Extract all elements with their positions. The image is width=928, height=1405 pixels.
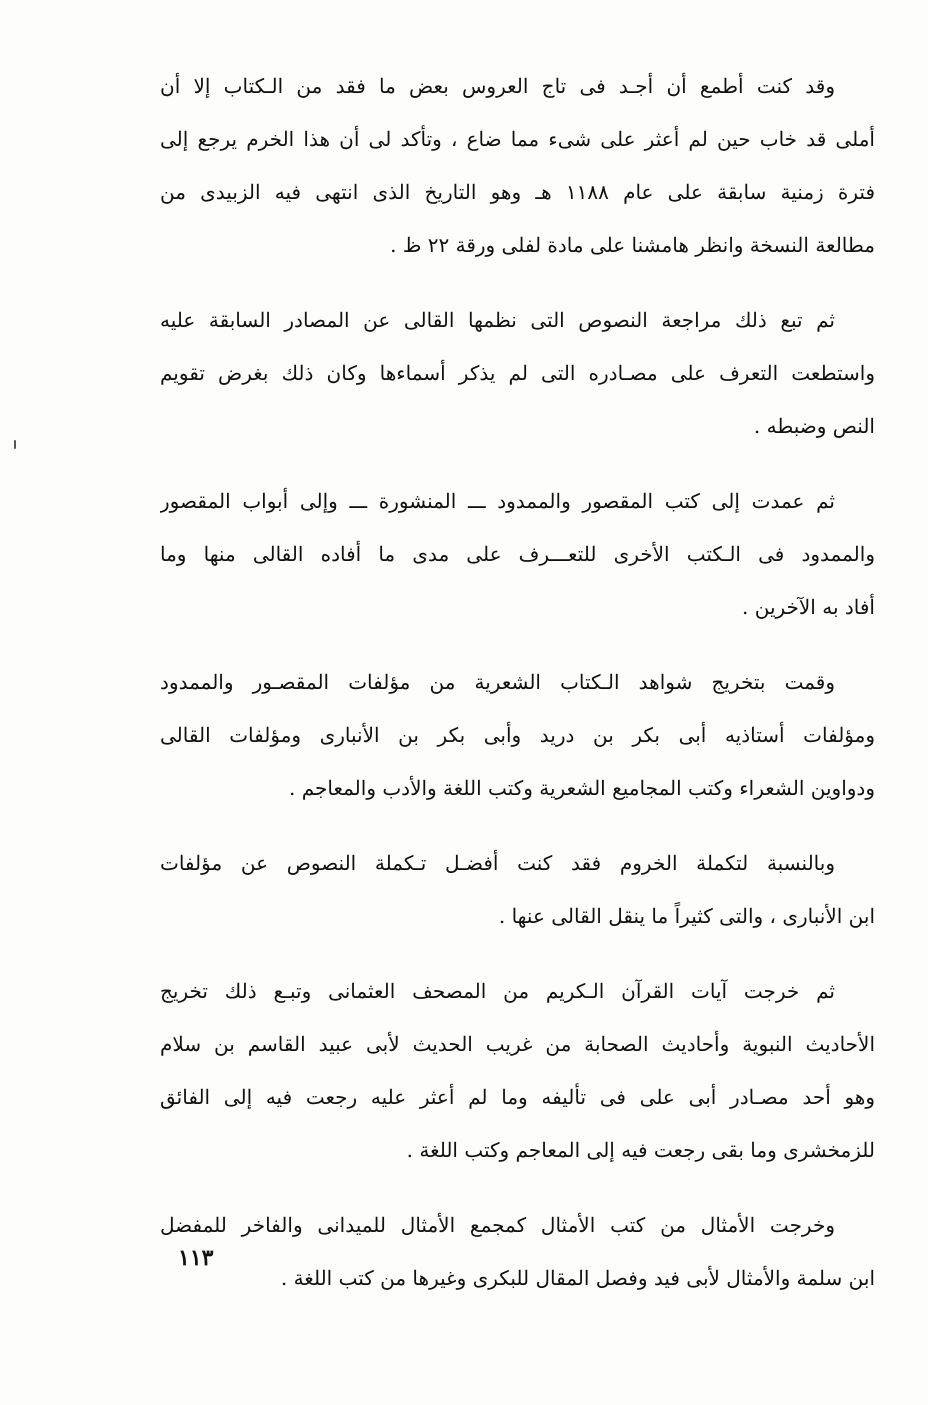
text-line: للزمخشرى وما بقى رجعت فيه إلى المعاجم وكتب اللغة .: [406, 1138, 875, 1162]
text-line: وقد كنت أطمع أن أجـد فى تاج العروس بعض ما فقد من الـكتاب إلا أن: [160, 74, 835, 98]
text-line: ومؤلفات أستاذيه أبى بكر بن دريد وأبى بكر بن الأنبارى ومؤلفات القالى: [160, 723, 875, 747]
text-line: وقمت بتخريج شواهد الـكتاب الشعرية من مؤلفات المقصـور والممدود: [160, 670, 835, 694]
paragraph: [160, 837, 875, 943]
text-line: وخرجت الأمثال من كتب الأمثال كمجمع الأمثال للميدانى والفاخر للمفضل: [160, 1213, 835, 1237]
text-line: مطالعة النسخة وانظر هامشنا على مادة لفلى ورقة ٢٢ ظ .: [390, 233, 875, 257]
text-line: ثم عمدت إلى كتب المقصور والممدود ـــ المنشورة ـــ وإلى أبواب المقصور: [160, 489, 835, 513]
text-line: ثم تبع ذلك مراجعة النصوص التى نظمها القالى عن المصادر السابقة عليه: [160, 308, 835, 332]
paragraph: [160, 965, 875, 1177]
paragraph: [160, 475, 875, 634]
paragraph: [160, 656, 875, 815]
text-line: أفاد به الآخرين .: [742, 595, 875, 619]
text-line: ابن سلمة والأمثال لأبى فيد وفصل المقال للبكرى وغيرها من كتب اللغة .: [280, 1266, 875, 1290]
text-line: ودواوين الشعراء وكتب المجاميع الشعرية وكتب اللغة والأدب والمعاجم .: [288, 776, 875, 800]
text-line: أملى قد خاب حين لم أعثر على شىء مما ضاع ، وتأكد لى أن هذا الخرم يرجع إلى: [160, 127, 875, 151]
paragraph: [160, 294, 875, 453]
body-text: [160, 60, 875, 1327]
text-line: والممدود فى الـكتب الأخرى للتعـــرف على مدى ما أفاده القالى منها وما: [160, 542, 875, 566]
text-line: ابن الأنبارى ، والتى كثيراً ما ينقل القالى عنها .: [498, 904, 875, 928]
text-line: واستطعت التعرف على مصـادره التى لم يذكر أسماءها وكان ذلك بغرض تقويم: [160, 361, 875, 385]
text-line: وهو أحد مصـادر أبى على فى تأليفه وما لم أعثر عليه رجعت فيه إلى الفائق: [160, 1085, 875, 1109]
page-number: ١١٣: [178, 1245, 214, 1271]
paragraph: [160, 1199, 875, 1305]
text-line: فترة زمنية سابقة على عام ١١٨٨ هـ وهو التاريخ الذى انتهى فيه الزبيدى من: [160, 180, 875, 204]
text-line: وبالنسبة لتكملة الخروم فقد كنت أفضـل تـكملة النصوص عن مؤلفات: [160, 851, 835, 875]
text-line: ثم خرجت آيات القرآن الـكريم من المصحف العثمانى وتبـع ذلك تخريج: [160, 979, 835, 1003]
text-line: النص وضبطه .: [753, 414, 875, 438]
text-line: الأحاديث النبوية وأحاديث الصحابة من غريب الحديث لأبى عبيد القاسم بن سلام: [160, 1032, 875, 1056]
paragraph: [160, 60, 875, 272]
scan-speck: [14, 440, 16, 449]
